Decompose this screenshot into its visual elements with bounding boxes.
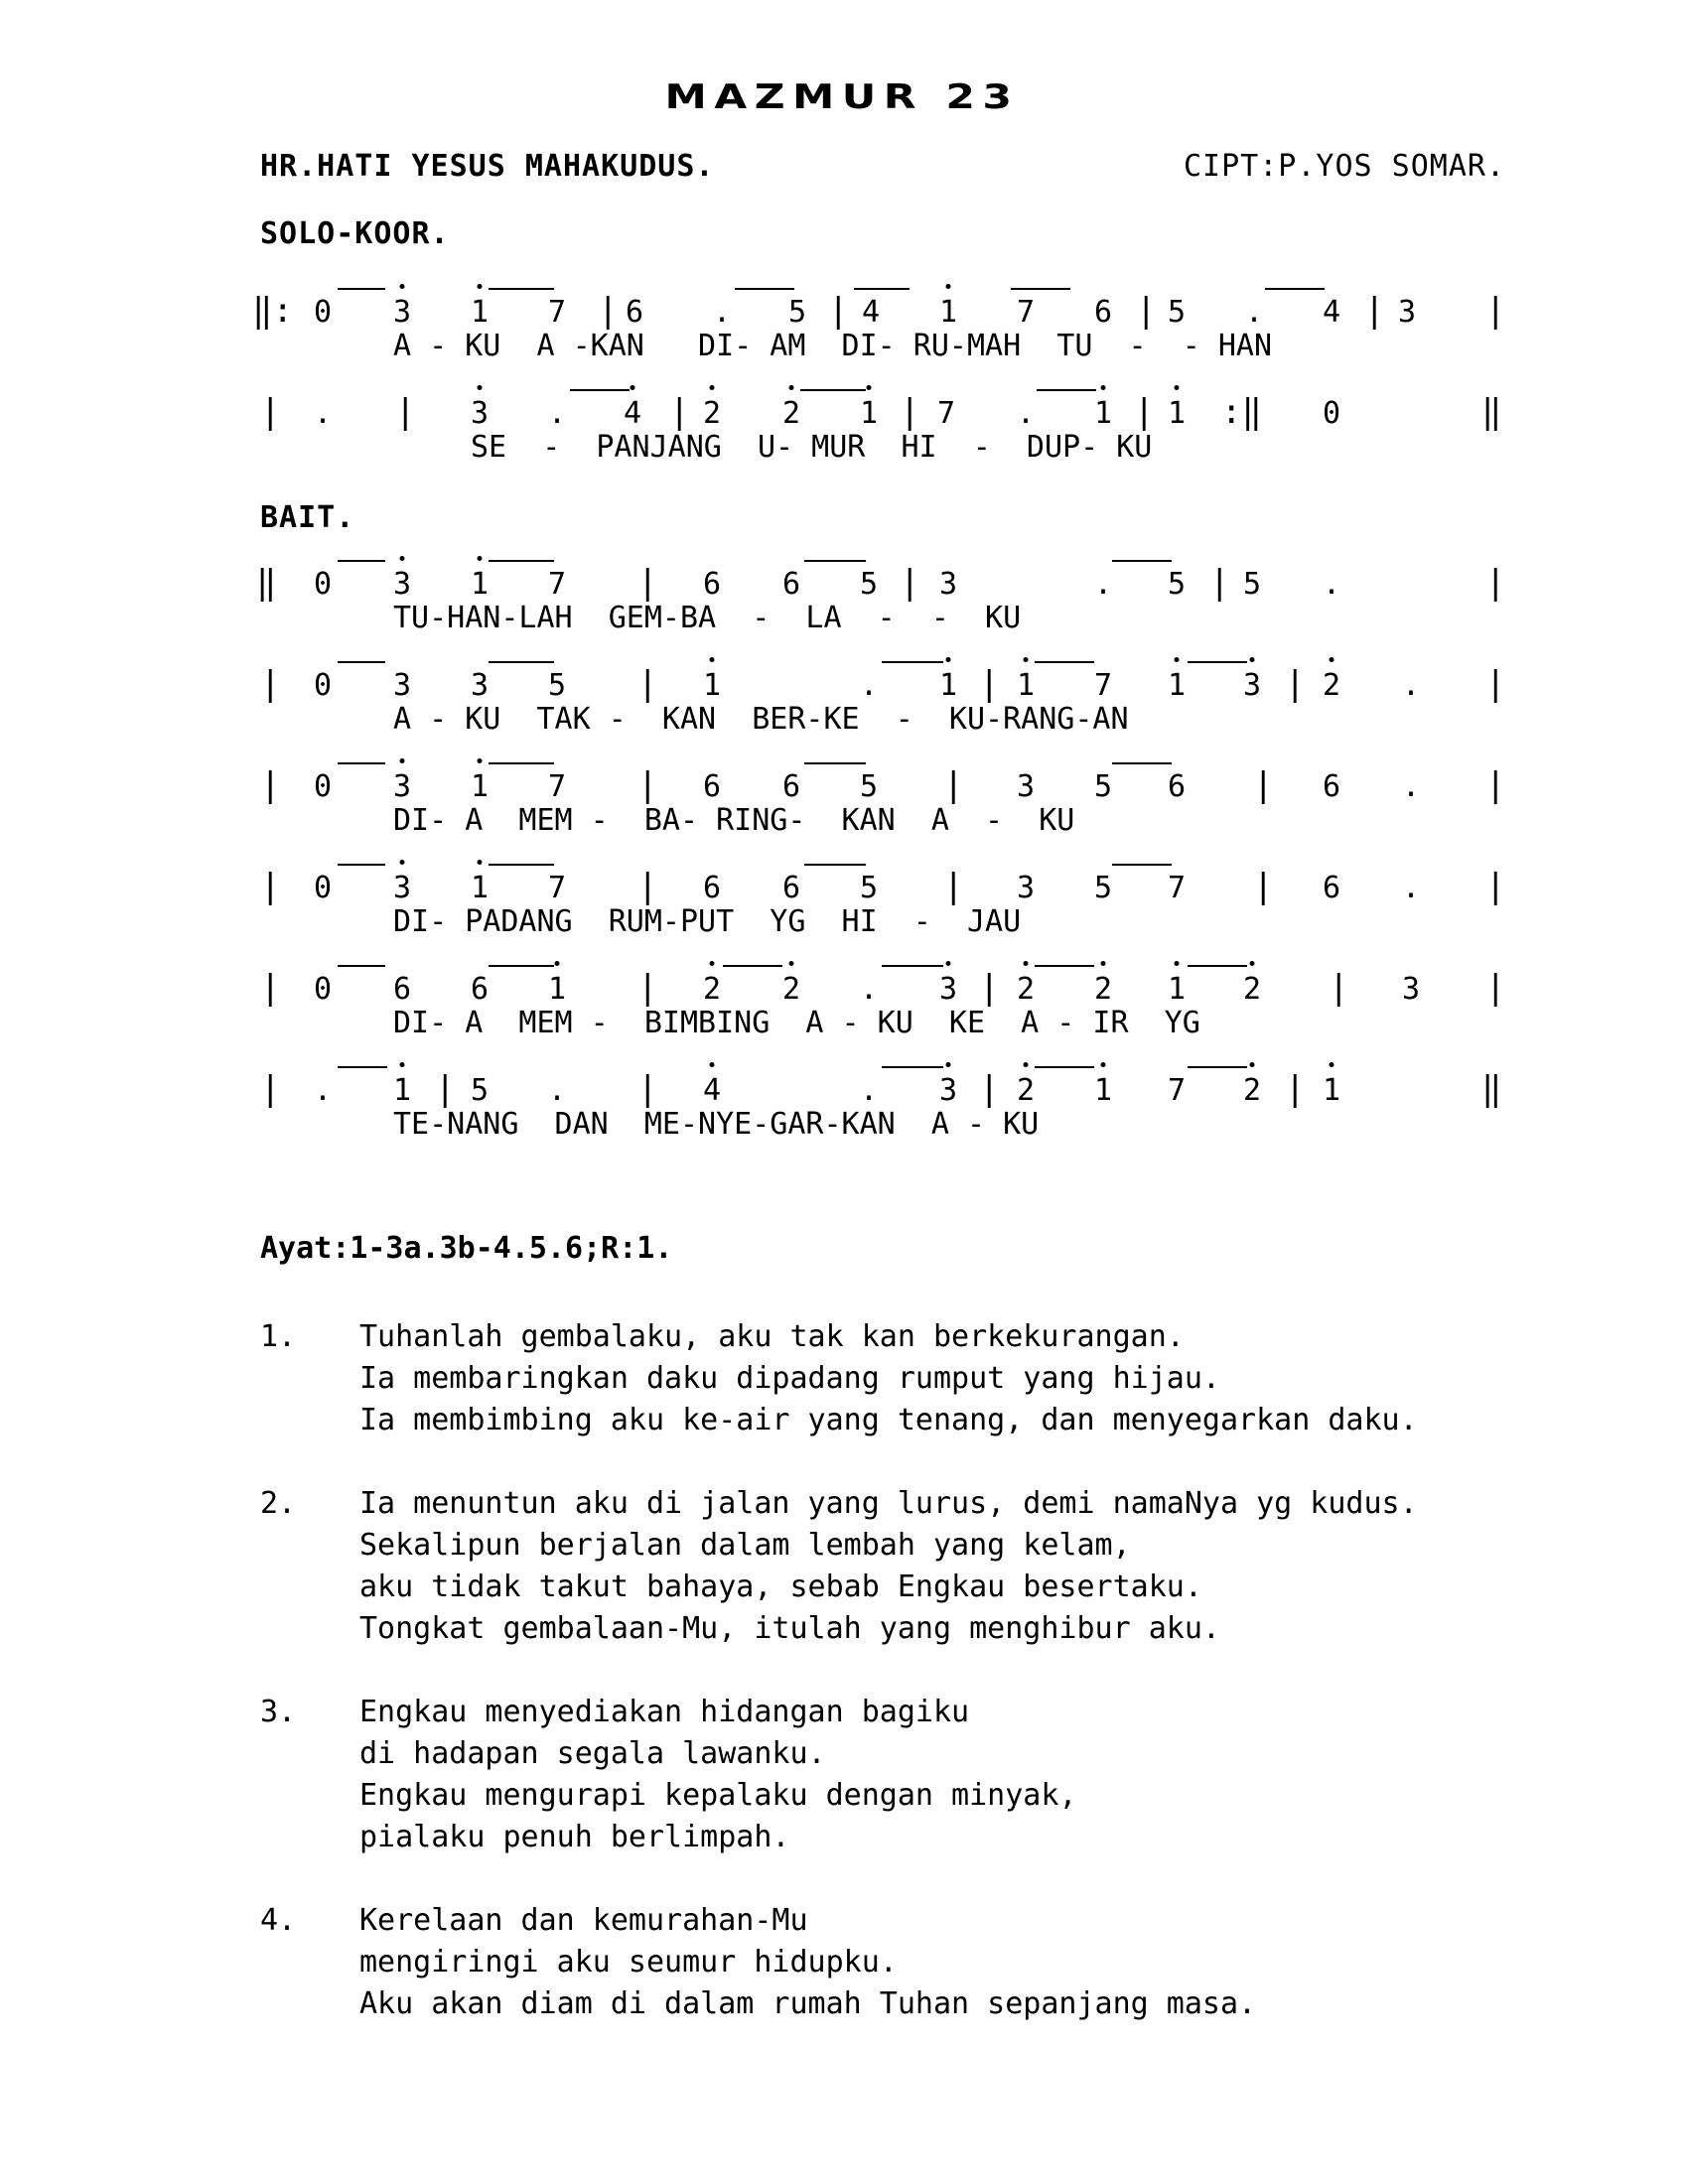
lyrics: SE - PANJANG U- MUR HI - DUP- KU xyxy=(471,430,1153,465)
verse-heading: BAIT. xyxy=(260,500,355,535)
verse-list xyxy=(260,1316,1418,2067)
beam xyxy=(489,965,554,967)
note: 7 xyxy=(1168,1073,1187,1108)
verse-item xyxy=(260,1316,1418,1441)
note: 3 xyxy=(1017,871,1036,905)
verse-item xyxy=(260,1483,1418,1650)
verse-line-6 xyxy=(260,1069,1531,1150)
verse-line-2 xyxy=(260,664,1531,745)
note: . xyxy=(1245,295,1264,330)
refrain-line-2 xyxy=(260,392,1531,473)
final-bar: ‖ xyxy=(1481,392,1502,432)
note: 5 xyxy=(471,1073,490,1108)
note: 3 xyxy=(939,567,958,602)
note: 5 xyxy=(1094,871,1113,905)
beam xyxy=(338,864,385,866)
note: . xyxy=(1402,871,1421,905)
beam xyxy=(489,560,554,562)
bar-line: | xyxy=(260,867,281,906)
verse-item xyxy=(260,1900,1418,2025)
note: 1 xyxy=(939,298,957,328)
refrain-line-1 xyxy=(252,291,1531,371)
bar-line: | xyxy=(1485,765,1506,805)
beam xyxy=(882,661,943,663)
beam xyxy=(1188,1066,1247,1068)
beam xyxy=(338,288,385,290)
bar-line: | xyxy=(260,664,281,704)
beam xyxy=(338,661,385,663)
beam xyxy=(1188,661,1247,663)
verse-line: Aku akan diam di dalam rumah Tuhan sepanjang masa. xyxy=(359,1986,1257,2021)
final-bar: ‖ xyxy=(1481,1069,1502,1109)
beam xyxy=(1265,288,1325,290)
note: 4 xyxy=(1323,295,1341,330)
note: 1 xyxy=(860,399,878,429)
beam xyxy=(489,288,554,290)
note: 3 xyxy=(393,772,411,802)
bar-line: | xyxy=(828,291,849,331)
note: 1 xyxy=(1168,671,1186,701)
note: 1 xyxy=(548,975,566,1005)
note: 7 xyxy=(548,567,567,602)
bar-line: | xyxy=(260,765,281,805)
beam xyxy=(1035,965,1094,967)
verse-line: Kerelaan dan kemurahan-Mu xyxy=(359,1903,808,1938)
note: 1 xyxy=(471,874,489,903)
note: 1 xyxy=(471,570,489,600)
beam xyxy=(1112,762,1172,764)
beam xyxy=(804,560,866,562)
bar-line: | xyxy=(637,664,658,704)
bar-line: | xyxy=(637,867,658,906)
beam xyxy=(489,762,554,764)
bar-line: | xyxy=(1285,1069,1306,1109)
note: 4 xyxy=(862,295,881,330)
lyrics: A - KU A -KAN DI- AM DI- RU-MAH TU - - HAN xyxy=(393,329,1273,363)
note: 5 xyxy=(548,668,567,703)
note: 7 xyxy=(937,396,956,431)
beam xyxy=(338,762,385,764)
bar-line: | xyxy=(260,1069,281,1109)
note: 3 xyxy=(471,668,490,703)
bar-line: | xyxy=(395,392,416,432)
note: 1 xyxy=(471,772,489,802)
note: 6 xyxy=(471,972,490,1007)
beam xyxy=(1037,389,1096,391)
beam xyxy=(1112,864,1172,866)
note: 2 xyxy=(782,399,800,429)
note: . xyxy=(548,396,567,431)
note: 2 xyxy=(1243,1076,1261,1106)
bar-line: | xyxy=(1285,664,1306,704)
verse-line-4 xyxy=(260,867,1531,947)
note: 3 xyxy=(393,298,411,328)
page-title: MAZMUR 23 xyxy=(664,77,1020,117)
verse-line: pialaku penuh berlimpah. xyxy=(359,1820,790,1854)
note: 6 xyxy=(1094,295,1113,330)
beam xyxy=(854,288,910,290)
verse-line: Sekalipun berjalan dalam lembah yang kelam, xyxy=(359,1528,1131,1563)
note: 7 xyxy=(1094,668,1113,703)
bar-line: | xyxy=(1209,563,1230,603)
note: 5 xyxy=(860,871,879,905)
note: 6 xyxy=(1168,769,1187,804)
bar-line: | xyxy=(260,968,281,1008)
note: 3 xyxy=(393,874,411,903)
beam xyxy=(1035,1066,1094,1068)
bar-line: | xyxy=(943,867,964,906)
beam xyxy=(489,661,554,663)
bar-line: ‖ xyxy=(256,563,277,603)
verse-line-1 xyxy=(256,563,1531,643)
note: . xyxy=(713,295,732,330)
verse-number: 4. xyxy=(260,1903,297,1938)
bar-line: | xyxy=(260,392,281,432)
note: 1 xyxy=(1094,399,1112,429)
note: 6 xyxy=(1323,769,1341,804)
lyrics: A - KU TAK - KAN BER-KE - KU-RANG-AN xyxy=(393,702,1129,737)
note: 3 xyxy=(939,975,957,1005)
note: . xyxy=(860,668,879,703)
note: 4 xyxy=(624,399,641,429)
bar-line: | xyxy=(1364,291,1385,331)
note: 6 xyxy=(782,871,801,905)
note: 1 xyxy=(1094,1076,1112,1106)
bar-line: | xyxy=(1253,765,1274,805)
note: 1 xyxy=(939,671,957,701)
note: 1 xyxy=(1168,399,1186,429)
note: 6 xyxy=(782,567,801,602)
note: 6 xyxy=(626,295,644,330)
verse-line: Ia menuntun aku di jalan yang lurus, demi namaNya yg kudus. xyxy=(359,1486,1418,1521)
note: 1 xyxy=(1168,975,1186,1005)
note: 0 xyxy=(314,668,333,703)
bar-line: | xyxy=(637,765,658,805)
bar-line: | xyxy=(1329,968,1349,1008)
note: 3 xyxy=(1243,671,1261,701)
beam xyxy=(1188,965,1247,967)
beam xyxy=(804,762,866,764)
note: 7 xyxy=(1168,871,1187,905)
beam xyxy=(570,389,630,391)
beam xyxy=(1011,288,1070,290)
beam xyxy=(882,1066,943,1068)
note: . xyxy=(1402,769,1421,804)
note: 3 xyxy=(1398,295,1417,330)
bar-line: | xyxy=(637,563,658,603)
beam xyxy=(489,864,554,866)
bar-line: | xyxy=(1134,392,1155,432)
verse-number: 1. xyxy=(260,1319,297,1354)
bar-line: | xyxy=(1253,867,1274,906)
verse-line: Ia membimbing aku ke-air yang tenang, dan menyegarkan daku. xyxy=(359,1403,1418,1437)
note: . xyxy=(1017,396,1036,431)
beam xyxy=(1112,560,1172,562)
note: . xyxy=(1094,567,1113,602)
bar-line: | xyxy=(669,392,690,432)
bar-line: | xyxy=(1485,563,1506,603)
beam xyxy=(338,1066,387,1068)
note: 6 xyxy=(703,567,722,602)
beam xyxy=(723,965,782,967)
beam xyxy=(1035,661,1094,663)
note: 1 xyxy=(393,1076,411,1106)
bar-line: | xyxy=(1136,291,1157,331)
parish-label: HR.HATI YESUS MAHAKUDUS. xyxy=(260,149,715,184)
verse-line: Engkau menyediakan hidangan bagiku xyxy=(359,1695,970,1729)
beam xyxy=(882,965,943,967)
note: 2 xyxy=(1243,975,1261,1005)
bar-line: | xyxy=(1485,664,1506,704)
bar-line: | xyxy=(979,968,1000,1008)
repeat-start-bar: ‖: xyxy=(252,291,293,331)
verse-line: Ia membaringkan daku dipadang rumput yang hijau. xyxy=(359,1361,1220,1396)
note: 3 xyxy=(471,399,489,429)
verse-line: Tongkat gembalaan-Mu, itulah yang menghibur aku. xyxy=(359,1611,1220,1646)
note: 5 xyxy=(860,769,879,804)
lyrics: TE-NANG DAN ME-NYE-GAR-KAN A - KU xyxy=(393,1107,1040,1142)
bar-line: | xyxy=(979,664,1000,704)
note: . xyxy=(314,1073,333,1108)
bar-line: | xyxy=(435,1069,456,1109)
note: 0 xyxy=(314,567,333,602)
note: 0 xyxy=(314,972,333,1007)
verse-reference: Ayat:1-3a.3b-4.5.6;R:1. xyxy=(260,1231,673,1266)
note: . xyxy=(314,396,333,431)
note: 3 xyxy=(1402,972,1421,1007)
note: 2 xyxy=(1323,671,1340,701)
note: . xyxy=(860,1073,879,1108)
lyrics: DI- PADANG RUM-PUT YG HI - JAU xyxy=(393,904,1022,939)
bar-line: | xyxy=(1485,968,1506,1008)
note: 2 xyxy=(782,975,800,1005)
note: 5 xyxy=(860,567,879,602)
beam xyxy=(735,288,794,290)
bar-line: | xyxy=(1485,867,1506,906)
beam xyxy=(338,560,385,562)
note: 3 xyxy=(393,570,411,600)
note: 2 xyxy=(1094,975,1112,1005)
verse-line: di hadapan segala lawanku. xyxy=(359,1736,826,1771)
note: 7 xyxy=(548,295,567,330)
note: 1 xyxy=(703,671,721,701)
note: 5 xyxy=(1094,769,1113,804)
note: 7 xyxy=(1017,295,1036,330)
note: . xyxy=(1323,567,1341,602)
note: 5 xyxy=(1168,295,1187,330)
note: . xyxy=(860,972,879,1007)
beam xyxy=(804,864,866,866)
bar-line: | xyxy=(598,291,619,331)
note: 7 xyxy=(548,871,567,905)
note: 0 xyxy=(314,295,333,330)
lyrics: DI- A MEM - BA- RING- KAN A - KU xyxy=(393,803,1075,838)
note: 3 xyxy=(1017,769,1036,804)
note: 6 xyxy=(1323,871,1341,905)
composer-label: CIPT:P.YOS SOMAR. xyxy=(1183,149,1505,184)
note: 2 xyxy=(703,975,721,1005)
verse-number: 3. xyxy=(260,1695,297,1729)
verse-line-5 xyxy=(260,968,1531,1048)
note: 3 xyxy=(393,668,412,703)
bar-line: | xyxy=(943,765,964,805)
lyrics: TU-HAN-LAH GEM-BA - LA - - KU xyxy=(393,601,1022,635)
note: 6 xyxy=(393,972,412,1007)
bar-line: | xyxy=(637,1069,658,1109)
note: 5 xyxy=(788,295,807,330)
bar-line: | xyxy=(900,392,920,432)
bar-line: | xyxy=(900,563,920,603)
note: . xyxy=(548,1073,567,1108)
verse-line-3 xyxy=(260,765,1531,846)
note: 5 xyxy=(1243,567,1262,602)
note: 1 xyxy=(1017,671,1035,701)
note: 5 xyxy=(1168,567,1187,602)
note: 0 xyxy=(314,871,333,905)
bar-line: | xyxy=(637,968,658,1008)
repeat-end-bar: :‖ xyxy=(1221,392,1262,432)
refrain-heading: SOLO-KOOR. xyxy=(260,216,450,251)
note: 1 xyxy=(1323,1076,1340,1106)
verse-number: 2. xyxy=(260,1486,297,1521)
note: 0 xyxy=(314,769,333,804)
note: 2 xyxy=(1017,975,1035,1005)
note: 6 xyxy=(703,769,722,804)
note: 7 xyxy=(548,769,567,804)
beam xyxy=(800,389,866,391)
note: 3 xyxy=(939,1076,957,1106)
lyrics: DI- A MEM - BIMBING A - KU KE A - IR YG xyxy=(393,1006,1200,1040)
note: 4 xyxy=(703,1076,721,1106)
note: . xyxy=(1402,668,1421,703)
beam xyxy=(338,965,385,967)
note: 1 xyxy=(471,298,489,328)
note: 0 xyxy=(1323,396,1341,431)
note: 6 xyxy=(782,769,801,804)
bar-line: | xyxy=(1485,291,1506,331)
note: 2 xyxy=(703,399,721,429)
verse-line: aku tidak takut bahaya, sebab Engkau besertaku. xyxy=(359,1570,1202,1604)
verse-line: mengiringi aku seumur hidupku. xyxy=(359,1945,898,1979)
verse-item xyxy=(260,1692,1418,1858)
verse-line: Tuhanlah gembalaku, aku tak kan berkekurangan. xyxy=(359,1319,1185,1354)
note: 2 xyxy=(1017,1076,1035,1106)
bar-line: | xyxy=(979,1069,1000,1109)
note: 6 xyxy=(703,871,722,905)
verse-line: Engkau mengurapi kepalaku dengan minyak, xyxy=(359,1778,1077,1813)
